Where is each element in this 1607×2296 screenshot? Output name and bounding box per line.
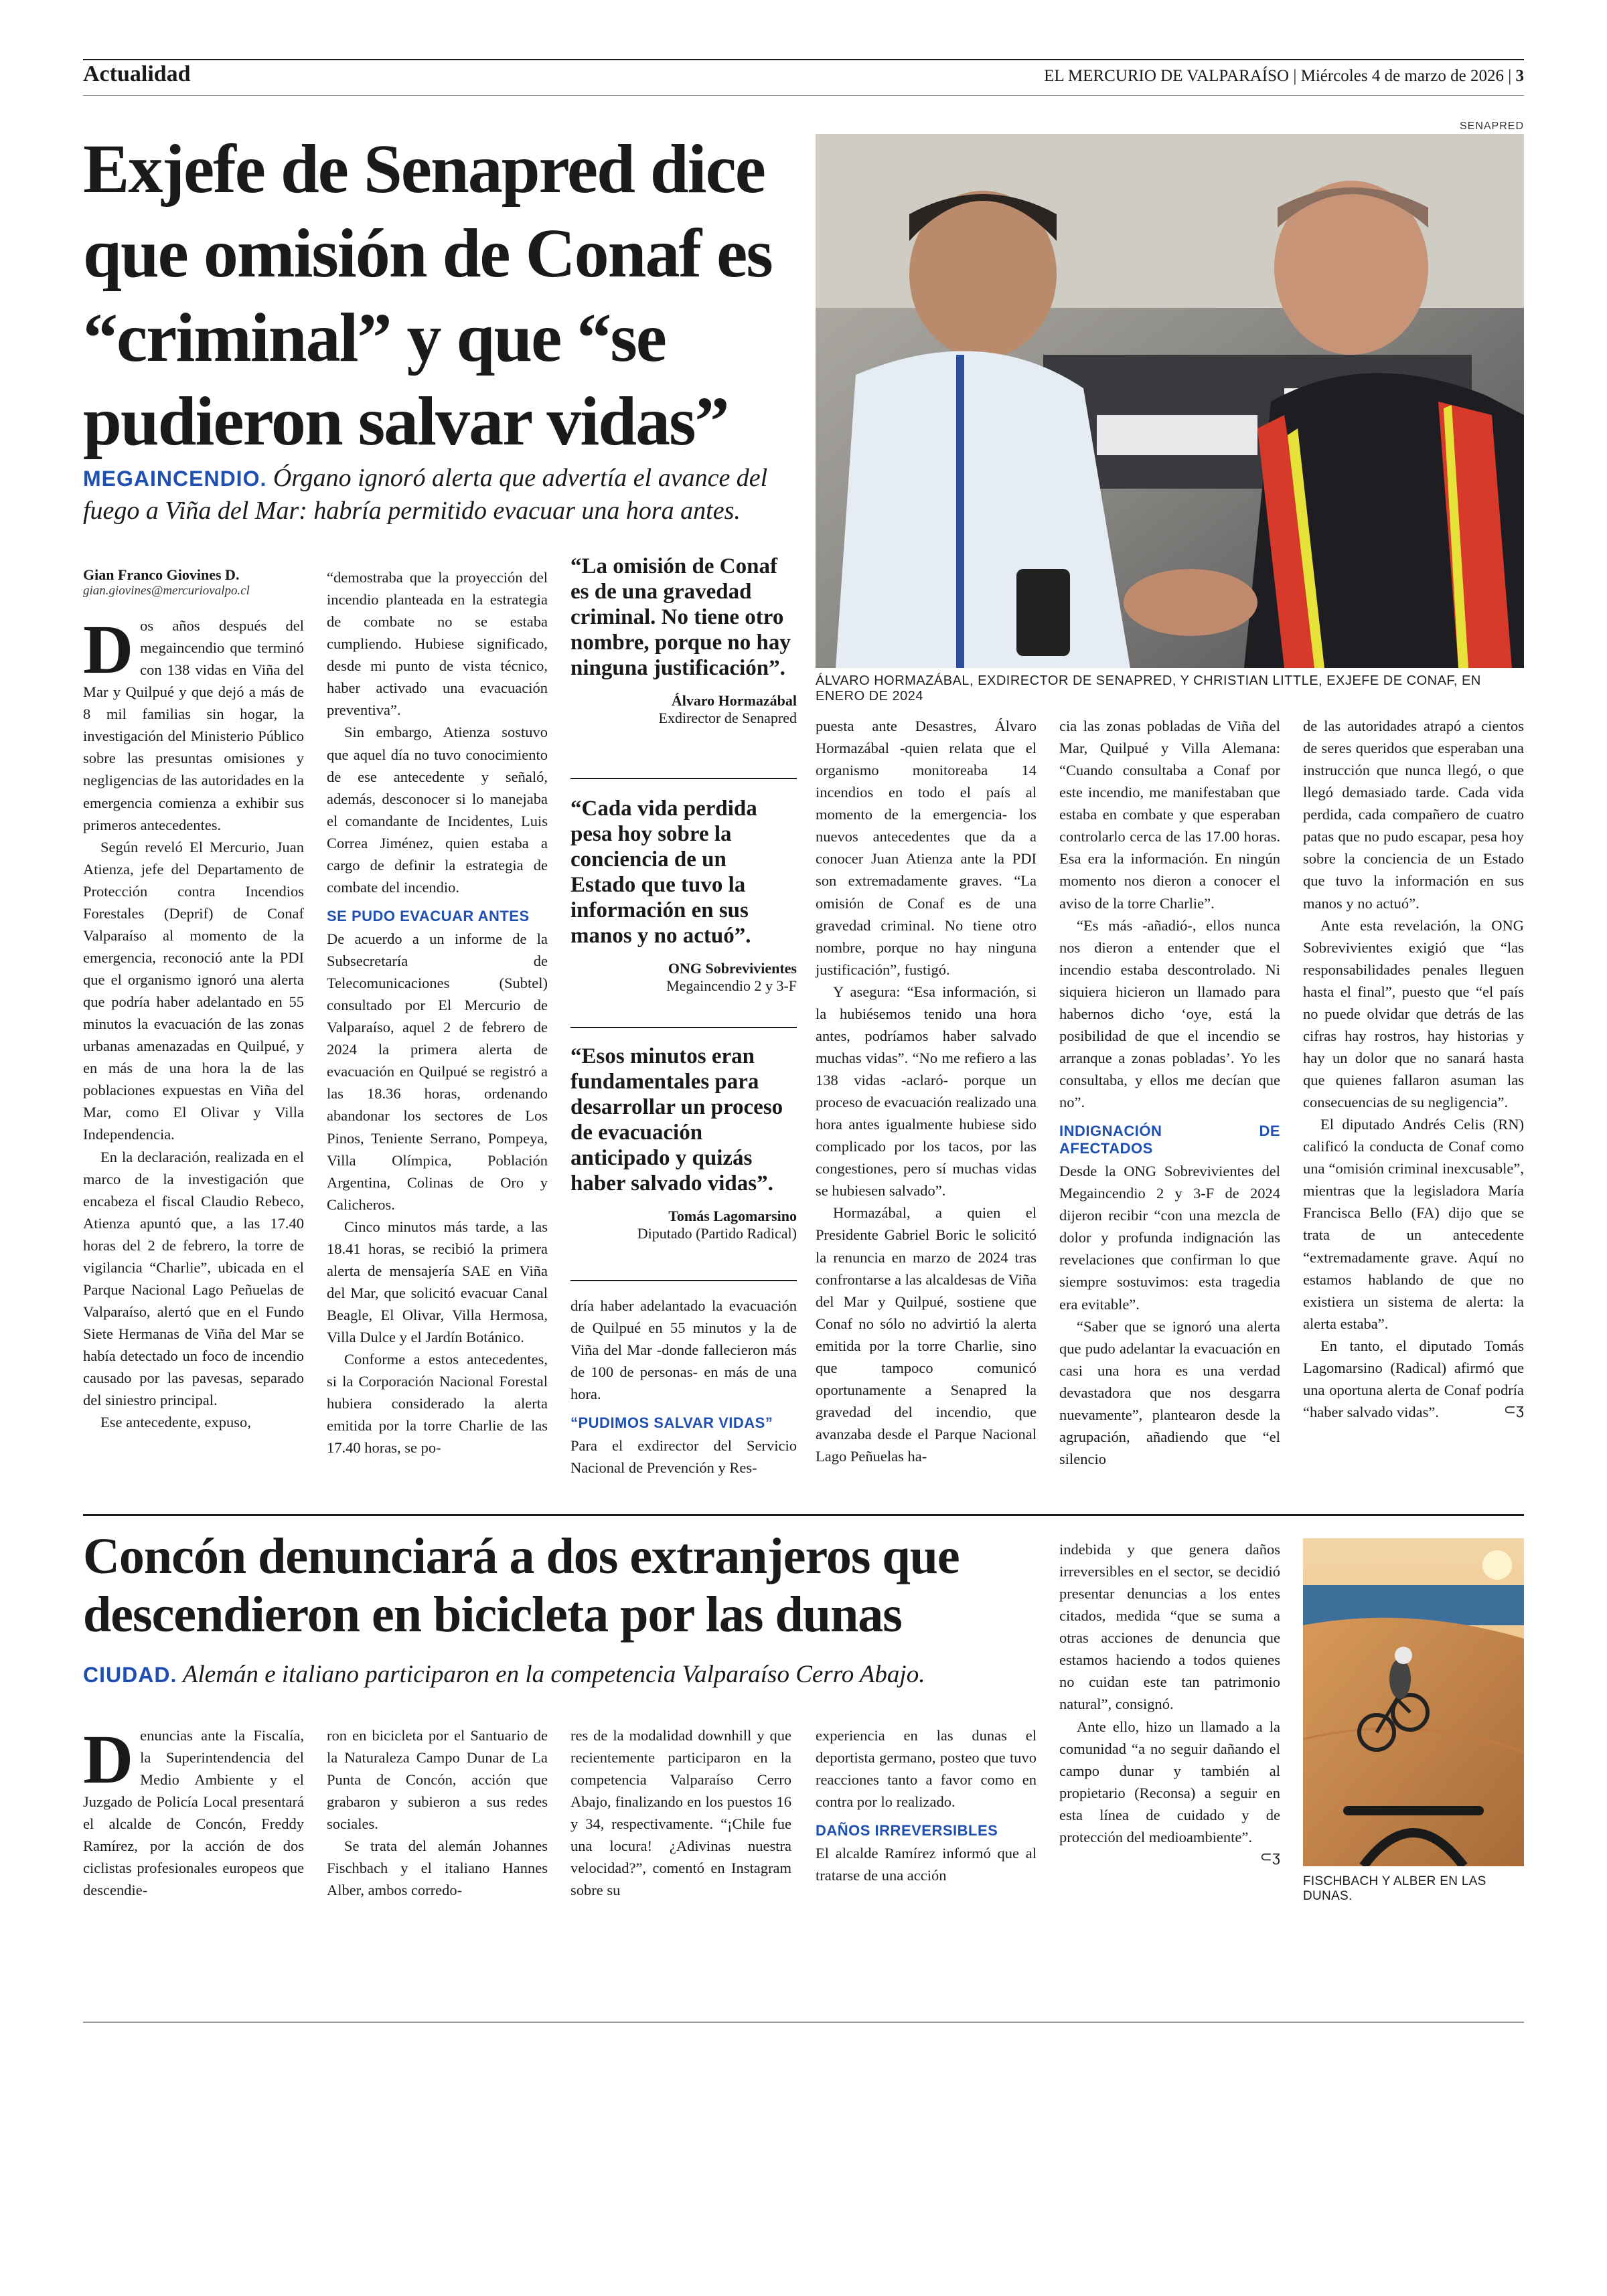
paragraph: puesta ante Desastres, Álvaro Hormazábal -quien relata que el organismo monitoreaba 14 incendios en todo el país al momento de la emergencia- los nuevos antecedentes que da a conocer Juan Atienza ante la PDI son extremadamente graves. “La omisión de Conaf es de una gravedad criminal. No tiene otro nombre, porque no hay ninguna justificación”, fustigó.: [816, 718, 1037, 978]
story2-column-3: [570, 1724, 791, 1902]
paragraph: Y asegura: “Esa información, si la hubiésemos tenido una hora antes, podríamos haber salvado muchas vidas”. “No me refiero a las 138 vidas -aclaró- porque un proceso de evacuación realizado una hora antes igualmente hubiese sido complicado por los tacos, por las congestiones, pero sí muchas vidas se hubiesen salvado”.: [816, 983, 1037, 1200]
dek-kicker: MEGAINCENDIO.: [83, 467, 267, 491]
dek-text: Órgano ignoró alerta que advertía el avance del fuego a Viña del Mar: habría permitido evacuar una hora antes.: [83, 464, 768, 525]
paragraph: En la declaración, realizada en el marco de la investigación que encabeza el fiscal Claudio Rebeco, Atienza apuntó que, a las 17.40 horas del 2 de febrero, la torre de vigilancia “Charlie”, ubicada en el Parque Nacional Lago Peñuelas de Valparaíso, alertó que en el Fundo Siete Hermanas de Viña del Mar se había detectado un foco de incendio causado por las pavesas, separado del siniestro principal.: [83, 1148, 304, 1409]
paragraph: experiencia en las dunas el deportista germano, posteo que tuvo reacciones tanto a favor como en contra por lo realizado.: [816, 1727, 1037, 1811]
paragraph: Desde la ONG Sobrevivientes del Megaincendio 2 y 3-F de 2024 dijeron recibir “con una mezcla de dolor y profunda indignación las revelaciones que confirman lo que siempre sostuvimos: esta tragedia era evitable”.: [1059, 1163, 1280, 1313]
paragraph: res de la modalidad downhill y que recientemente participaron en la competencia Valparaíso Cerro Abajo, finalizando en los puestos 16 y 34, respectivamente. “¡Chile fue una locura! ¿Adivinas nuestra velocidad?”, comentó en Instagram sobre su: [570, 1727, 791, 1899]
story2-column-2: [327, 1724, 548, 1902]
photo-caption: ÁLVARO HORMAZÁBAL, EXDIRECTOR DE SENAPRED, Y CHRISTIAN LITTLE, EXJEFE DE CONAF, EN ENERO DE 2024: [816, 673, 1481, 704]
drop-cap: D: [83, 1721, 134, 1798]
paragraph: Ante ello, hizo un llamado a la comunidad “a no seguir dañando el campo dunar y también al propietario (Reconsa) a seguir en esta línea de cuidado y de protección del medioambiente”. ⊂ʒ: [1059, 1718, 1280, 1865]
story1-column-2: [327, 566, 548, 1459]
byline: Gian Franco Giovines D.: [83, 566, 240, 583]
subhead: DAÑOS IRREVERSIBLES: [816, 1822, 998, 1839]
paragraph: dría haber adelantado la evacuación de Quilpué en 55 minutos y la de Viña del Mar -donde fallecieron más de 100 de personas- en más de una hora.: [570, 1297, 797, 1403]
paragraph: Para el exdirector del Servicio Nacional de Prevención y Res-: [570, 1437, 797, 1477]
drop-cap: D: [83, 611, 134, 688]
dek-kicker: CIUDAD.: [83, 1663, 177, 1687]
main-headline: Exjefe de Senapred dice que omisión de Conaf es “criminal” y que “se pudieron salvar vidas”: [83, 131, 772, 461]
dunes-photo: [1303, 1538, 1524, 1866]
section-label: Actualidad: [83, 62, 191, 86]
quote-divider: [570, 1027, 797, 1028]
paragraph: indebida y que genera daños irreversibles en el sector, se decidió presentar denuncias a los entes citados, medida “que se suma a otras acciones de denuncia que estamos haciendo a todos quienes no cuidan este tan patrimonio natural”, consignó.: [1059, 1541, 1280, 1713]
dek-text: Alemán e italiano participaron en la competencia Valparaíso Cerro Abajo.: [182, 1661, 925, 1688]
quote-author: Tomás Lagomarsino: [668, 1207, 797, 1224]
paragraph: Conforme a estos antecedentes, si la Corporación Nacional Forestal hubiera considerado la alerta emitida por la torre Charlie de las 17.40 horas, se po-: [327, 1351, 548, 1457]
paragraph: Cinco minutos más tarde, a las 18.41 horas, se recibió la primera alerta de mensajería SAE en Viña del Mar, que solicitó evacuar Canal Beagle, El Olivar, Villa Hermosa, Villa Dulce y el Jardín Botánico.: [327, 1218, 548, 1346]
pull-quote-3: [570, 1044, 797, 1242]
quote-author: Álvaro Hormazábal: [671, 691, 797, 709]
second-headline: Concón denunciará a dos extranjeros que descendieron en bicicleta por las dunas: [83, 1528, 960, 1643]
photo-credit: SENAPRED: [1459, 120, 1524, 132]
quote-text: “Esos minutos eran fundamentales para desarrollar un proceso de evacuación anticipado y quizás haber salvado vidas”.: [570, 1044, 783, 1196]
subhead: SE PUDO EVACUAR ANTES: [327, 907, 530, 924]
lead-paragraph: Dos años después del megaincendio que terminó con 138 vidas en Viña del Mar y Quilpué y que dejó a más de 8 mil familias sin hogar, la investigación del Ministerio Público sobre las presuntas omisiones y negligencias de las autoridades en la emergencia comienza a exhibir sus primeros antecedentes.: [83, 611, 304, 833]
page-number: 3: [1515, 67, 1524, 85]
story1-column-6: [1303, 715, 1524, 1423]
paragraph: de las autoridades atrapó a cientos de seres queridos que esperaban una instrucción que nunca llegó, o que llegó demasiado tarde. Cada vida perdida, cada compañero de cuatro patas que no pudo escapar, pesa hoy sobre la conciencia de un Estado que tuvo la información en sus manos y no actuó”.: [1303, 718, 1524, 912]
subhead: INDIGNACIÓN DE AFECTADOS: [1059, 1123, 1280, 1157]
story2-column-1: [83, 1721, 304, 1902]
paragraph: El alcalde Ramírez informó que al tratarse de una acción: [816, 1845, 1037, 1884]
story2-column-4: [816, 1724, 1037, 1886]
bottom-rule: [83, 2022, 1524, 2023]
paragraph: Ante esta revelación, la ONG Sobrevivientes exigió que “las responsabilidades penales lleguen hasta el final”, puesto que “el país no puede olvidar que detrás de las cifras hay rostros, hay historias y hay un dolor que no sanará hasta que quienes fallaron asuman las consecuencias de su negligencia”.: [1303, 916, 1524, 1111]
meeting-photo-illustration: [816, 134, 1524, 668]
issue-date: Miércoles 4 de marzo de 2026: [1300, 67, 1504, 85]
top-rule: [83, 59, 1524, 60]
pull-quote-1: [570, 554, 797, 727]
second-dek: [83, 1659, 1047, 1691]
paper-name: EL MERCURIO DE VALPARAÍSO: [1044, 67, 1290, 85]
quote-text: “La omisión de Conaf es de una gravedad criminal. No tiene otro nombre, porque no hay ninguna justificación”.: [570, 554, 791, 680]
paragraph: “Saber que se ignoró una alerta que pudo adelantar la evacuación en casi una hora es una verdad devastadora que nos desgarra nuevamente”, plantearon desde la agrupación, añadiendo que “el silencio: [1059, 1317, 1280, 1467]
paragraph: Se trata del alemán Johannes Fischbach y el italiano Hannes Alber, ambos corredo-: [327, 1837, 548, 1899]
story1-column-4: [816, 715, 1037, 1467]
paragraph: Sin embargo, Atienza sostuvo que aquel día no tuvo conocimiento de ese antecedente y señaló, además, desconocer si lo manejaba el comandante de Incidentes, Luis Correa Jiménez, quien estaba a cargo de definir la estrategia de combate del incendio.: [327, 724, 548, 896]
paragraph: “demostraba que la proyección del incendio planteada en la estrategia de combate no se estaba cumpliendo. Hubiese significado, desde mi punto de vista técnico, haber activado una evacuación preventiva”.: [327, 569, 548, 719]
end-mark-icon: ⊂ʒ: [1259, 1848, 1280, 1865]
quote-text: “Cada vida perdida pesa hoy sobre la conciencia de un Estado que tuvo la información en sus manos y no actuó”.: [570, 797, 757, 948]
masthead-rule: [83, 95, 1524, 96]
paragraph: Ese antecedente, expuso,: [100, 1414, 251, 1431]
pull-quote-2: [570, 797, 797, 995]
paragraph: “Es más -añadió-, ellos nunca nos dieron a entender que el incendio estaba descontrolado. Ni siquiera hicieron un llamado para habernos dicho ‘oye, está la posibilidad de que el incendio se arranque a zonas pobladas’. Yo les consultaba, y ellos me decían que no”.: [1059, 916, 1280, 1111]
quote-author: ONG Sobrevivientes: [668, 959, 797, 977]
subhead: “PUDIMOS SALVAR VIDAS”: [570, 1414, 773, 1432]
byline-email: gian.giovines@mercuriovalpo.cl: [83, 584, 250, 598]
quote-divider: [570, 778, 797, 779]
quote-role: Diputado (Partido Radical): [637, 1224, 797, 1242]
story1-column-3: [570, 1295, 797, 1479]
story2-column-5: [1059, 1538, 1280, 1866]
photo-caption: FISCHBACH Y ALBER EN LAS DUNAS.: [1303, 1874, 1486, 1903]
paragraph: El diputado Andrés Celis (RN) calificó la conducta de Conaf como una “omisión criminal inexcusable”, mientras que la legisladora María Francisca Bello (FA) dijo que se trata de un antecedente “extremadamente grave. Aquí no estamos hablando de que no existiera un sistema de alerta: la alerta estaba”.: [1303, 1116, 1524, 1332]
paragraph: cia las zonas pobladas de Viña del Mar, Quilpué y Villa Alemana: “Cuando consultaba a Conaf por este incendio, me manifestaban que estaba en combate y que esperaban controlarlo cerca de las 17.00 horas. Esa era la información. En ningún momento nos dieron a conocer el aviso de la torre Charlie”.: [1059, 718, 1280, 912]
story1-column-5: [1059, 715, 1280, 1470]
quote-role: Megaincendio 2 y 3-F: [666, 977, 797, 994]
paragraph: Hormazábal, a quien el Presidente Gabriel Boric le solicitó la renuncia en marzo de 2024 tras confrontarse a las alcaldesas de Viña del Mar y Quilpué, sostiene que Conaf no sólo no advirtió la alerta emitida por la torre Charlie, sino que tampoco comunicó oportunamente a Senapred la gravedad del incendio, que avanzaba desde el Parque Nacional Lago Peñuelas ha-: [816, 1204, 1037, 1465]
paragraph: De acuerdo a un informe de la Subsecretaría de Telecomunicaciones (Subtel) consultado por El Mercurio de Valparaíso, aquel 2 de febrero de 2024 la primera alerta de evacuación en Quilpué se registró a las 18.36 horas, ordenando abandonar los sectores de Los Pinos, Teniente Serrano, Pompeya, Villa Olímpica, Población Argentina, Colinas de Oro y Calicheros.: [327, 930, 548, 1213]
paragraph: Según reveló El Mercurio, Juan Atienza, jefe del Departamento de Protección contra Incendios Forestales (Deprif) de Conaf Valparaíso al momento de la emergencia, reconoció ante la PDI que el organismo ignoró una alerta que podría haber adelantado en 55 minutos la evacuación de las zonas urbanas amenazadas en Quilpué, y en más de una hora la de las poblaciones expuestas en Viña del Mar, como El Olivar y Villa Independencia.: [83, 838, 304, 1143]
quote-role: Exdirector de Senapred: [658, 709, 797, 726]
paragraph: En tanto, el diputado Tomás Lagomarsino (Radical) afirmó que una oportuna alerta de Conaf podría “haber salvado vidas”. ⊂ʒ: [1303, 1337, 1524, 1420]
main-photo: [816, 134, 1524, 668]
story-divider: [83, 1514, 1524, 1516]
quote-divider: [570, 1280, 797, 1281]
cyclist-dunes-illustration: [1303, 1538, 1524, 1866]
main-dek: [83, 462, 806, 528]
end-mark-icon: ⊂ʒ: [1503, 1400, 1524, 1418]
lead-paragraph: Denuncias ante la Fiscalía, la Superintendencia del Medio Ambiente y el Juzgado de Policía Local presentará el alcalde de Concón, Freddy Ramírez, por la acción de dos ciclistas profesionales europeos que descendie-: [83, 1721, 304, 1899]
story1-column-1: [83, 566, 304, 1433]
paragraph: ron en bicicleta por el Santuario de la Naturaleza Campo Dunar de La Punta de Concón, acción que grabaron y subieron a sus redes sociales.: [327, 1727, 548, 1833]
masthead-info: EL MERCURIO DE VALPARAÍSO | Miércoles 4 de marzo de 2026 | 3: [1044, 67, 1524, 85]
